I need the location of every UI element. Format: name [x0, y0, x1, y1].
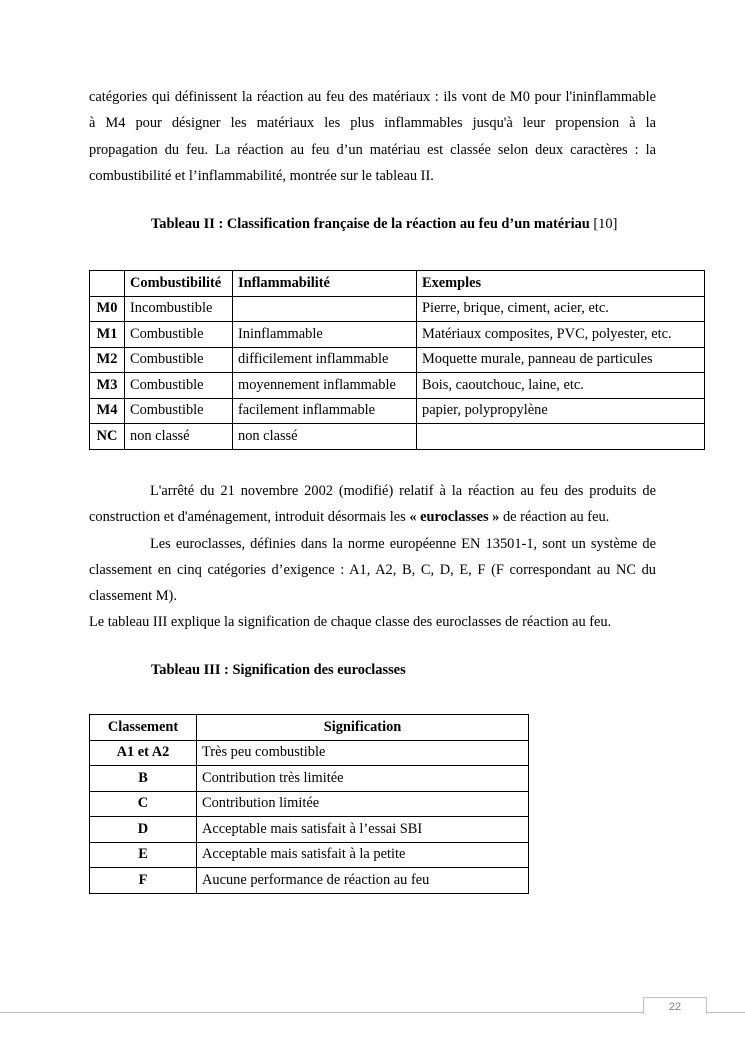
table-row [90, 398, 705, 424]
meaning-cell: Acceptable mais satisfait à l’essai SBI [197, 817, 529, 843]
flammability-cell: difficilement inflammable [233, 347, 417, 373]
combustibility-cell: Combustible [125, 347, 233, 373]
flammability-cell: non classé [233, 424, 417, 450]
intro-line: à M4 pour désigner les matériaux les plus inflammables jusqu'à leur propension à la [89, 115, 656, 132]
table-row [90, 424, 705, 450]
class-cell: B [90, 766, 197, 792]
flammability-cell [233, 296, 417, 322]
meaning-cell: Aucune performance de réaction au feu [197, 868, 529, 894]
class-cell: E [90, 842, 197, 868]
combustibility-cell: non classé [125, 424, 233, 450]
body-text: construction et d'aménagement, introduit désormais les [89, 509, 410, 526]
table-row [90, 791, 529, 817]
meaning-cell: Contribution limitée [197, 791, 529, 817]
footer-divider [0, 1012, 745, 1013]
table-row [90, 842, 529, 868]
examples-cell [417, 424, 705, 450]
class-code: M2 [90, 347, 125, 373]
table-header-cell: Inflammabilité [233, 271, 417, 297]
body-line [89, 504, 656, 530]
class-code: M3 [90, 373, 125, 399]
intro-line: propagation du feu. La réaction au feu d’un matériau est classée selon deux caractères : la [89, 141, 656, 158]
table2-caption [151, 216, 617, 233]
table-header-cell: Signification [197, 715, 529, 741]
table-row [90, 296, 705, 322]
euroclasses-term: « euroclasses » [409, 509, 500, 526]
body-line: Le tableau III explique la signification de chaque classe des euroclasses de réaction au feu. [89, 614, 612, 631]
examples-cell: Moquette murale, panneau de particules [417, 347, 705, 373]
meaning-cell: Acceptable mais satisfait à la petite [197, 842, 529, 868]
table-row [90, 347, 705, 373]
examples-cell: Pierre, brique, ciment, acier, etc. [417, 296, 705, 322]
class-code: M4 [90, 398, 125, 424]
flammability-cell: Ininflammable [233, 322, 417, 348]
table3-caption-text: Tableau III : Signification des euroclasses [151, 662, 406, 678]
class-cell: C [90, 791, 197, 817]
table-row [90, 740, 529, 766]
table-header-cell: Combustibilité [125, 271, 233, 297]
euroclasses-table [89, 714, 529, 894]
class-code: M1 [90, 322, 125, 348]
class-code: M0 [90, 296, 125, 322]
page-number: 22 [643, 997, 707, 1014]
table-header-cell [90, 271, 125, 297]
flammability-cell: moyennement inflammable [233, 373, 417, 399]
intro-line: catégories qui définissent la réaction au feu des matériaux : ils vont de M0 pour l'ininflammable [89, 89, 656, 105]
table-header-cell: Classement [90, 715, 197, 741]
meaning-cell: Très peu combustible [197, 740, 529, 766]
table2-reference: [10] [593, 216, 618, 232]
body-line: classement M). [89, 588, 177, 605]
table-row [90, 817, 529, 843]
classification-table [89, 270, 705, 450]
examples-cell: Bois, caoutchouc, laine, etc. [417, 373, 705, 399]
body-line: Les euroclasses, définies dans la norme européenne EN 13501-1, sont un système de [150, 535, 656, 552]
examples-cell: Matériaux composites, PVC, polyester, etc. [417, 322, 705, 348]
class-code: NC [90, 424, 125, 450]
body-text: de réaction au feu. [499, 509, 610, 526]
combustibility-cell: Combustible [125, 373, 233, 399]
table-row [90, 868, 529, 894]
flammability-cell: facilement inflammable [233, 398, 417, 424]
table-header-row [90, 271, 705, 297]
intro-line: combustibilité et l’inflammabilité, montrée sur le tableau II. [89, 167, 434, 184]
table2-caption-text: Tableau II : Classification française de la réaction au feu d’un matériau [151, 216, 590, 232]
table-row [90, 373, 705, 399]
combustibility-cell: Combustible [125, 322, 233, 348]
table-row [90, 766, 529, 792]
class-cell: D [90, 817, 197, 843]
table-header-row [90, 715, 529, 741]
table-header-cell: Exemples [417, 271, 705, 297]
body-line: L'arrêté du 21 novembre 2002 (modifié) relatif à la réaction au feu des produits de [150, 483, 656, 499]
table3-caption [151, 662, 406, 679]
combustibility-cell: Combustible [125, 398, 233, 424]
class-cell: F [90, 868, 197, 894]
body-line: classement en cinq catégories d’exigence : A1, A2, B, C, D, E, F (F correspondant au NC du [89, 561, 656, 578]
table-row [90, 322, 705, 348]
combustibility-cell: Incombustible [125, 296, 233, 322]
class-cell: A1 et A2 [90, 740, 197, 766]
meaning-cell: Contribution très limitée [197, 766, 529, 792]
examples-cell: papier, polypropylène [417, 398, 705, 424]
body-paragraph [89, 478, 656, 636]
intro-paragraph [89, 84, 656, 189]
